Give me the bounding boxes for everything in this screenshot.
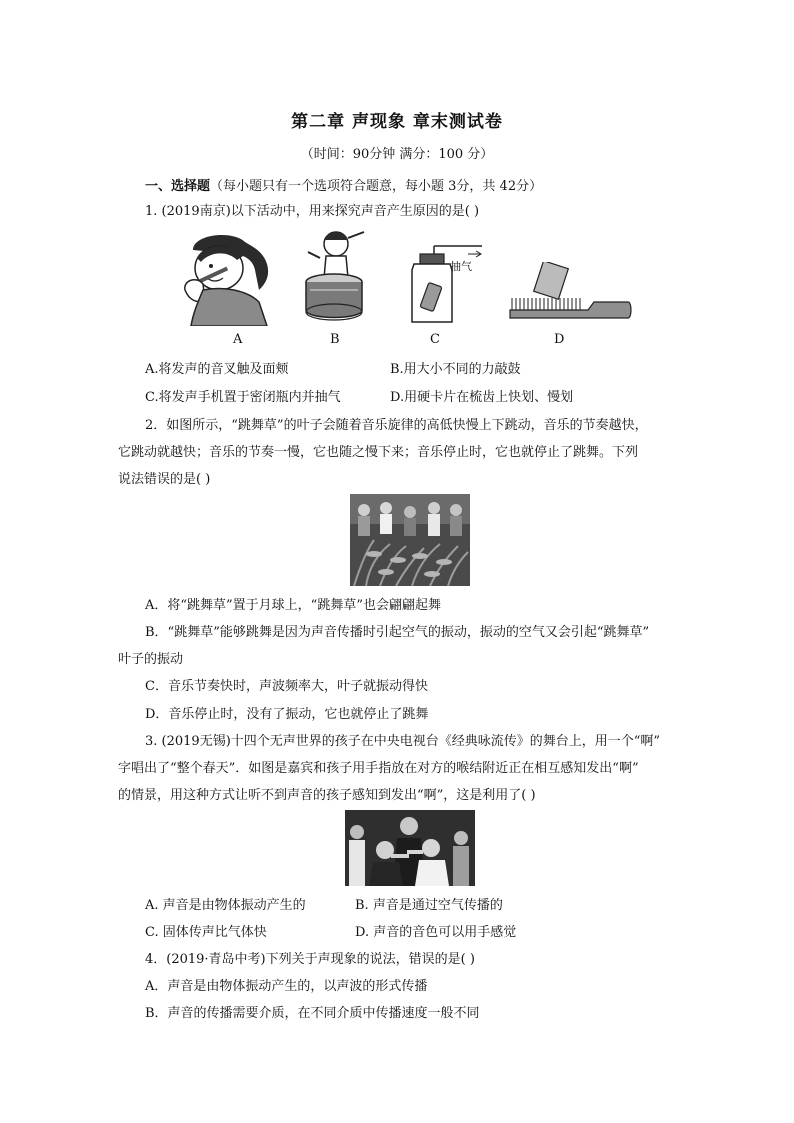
section-heading [145, 177, 542, 197]
q2-option-b: B．“跳舞草”能够跳舞是因为声音传播时引起空气的振动，振动的空气又会引起“跳舞草” [145, 625, 650, 640]
q1-option-c: C.将发声手机置于密闭瓶内并抽气 [145, 390, 341, 405]
q3-option-b: B. 声音是通过空气传播的 [355, 898, 503, 913]
exam-meta: （时间：90分钟 满分：100 分） [300, 147, 494, 162]
q3-stem-line-1: 3. (2019无锡)十四个无声世界的孩子在中央电视台《经典咏流传》的舞台上，用一个“啊” [145, 734, 661, 749]
q2-option-d: D．音乐停止时，没有了振动，它也就停止了跳舞 [145, 707, 429, 722]
q2-option-c: C．音乐节奏快时，声波频率大，叶子就振动得快 [145, 679, 428, 694]
q3-stem-line-2: 字唱出了“整个春天”．如图是嘉宾和孩子用手指放在对方的喉结附近正在相互感知发出“啊” [118, 761, 639, 776]
q1-option-b: B.用大小不同的力敲鼓 [390, 362, 521, 377]
q2-photo [350, 494, 470, 586]
q1-fig-label-b: B [330, 332, 340, 347]
section-note: （每小题只有一个选项符合题意，每小题 3分，共 42分） [210, 179, 543, 194]
q2-option-b-cont: 叶子的振动 [118, 652, 184, 667]
q1-option-a: A.将发声的音叉触及面颊 [145, 362, 289, 377]
q1-stem: 1. (2019南京)以下活动中，用来探究声音产生原因的是( ) [145, 204, 480, 219]
q3-option-a: A. 声音是由物体振动产生的 [145, 898, 306, 913]
q2-stem-line-2: 它跳动就越快；音乐的节奏一慢，它也随之慢下来；音乐停止时，它也就停止了跳舞。下列 [118, 445, 639, 460]
q4-stem: 4．(2019·青岛中考)下列关于声现象的说法，错误的是( ) [145, 952, 475, 967]
q1-figure-a [163, 230, 273, 326]
q3-photo [345, 810, 475, 886]
q1-option-d: D.用硬卡片在梳齿上快划、慢划 [390, 390, 574, 405]
q1-pump-label: 抽气 [450, 260, 472, 273]
section-title: 一、选择题 [145, 179, 211, 194]
q3-stem-line-3: 的情景，用这种方式让听不到声音的孩子感知到发出“啊”，这是利用了( ) [118, 788, 536, 803]
q1-figure-d [508, 262, 633, 324]
q1-fig-label-c: C [430, 332, 440, 347]
q2-stem-line-1: 2．如图所示，“跳舞草”的叶子会随着音乐旋律的高低快慢上下跳动，音乐的节奏越快， [145, 418, 648, 433]
q3-option-c: C. 固体传声比气体快 [145, 925, 267, 940]
q1-fig-label-a: A [233, 332, 243, 347]
q4-option-a: A．声音是由物体振动产生的，以声波的形式传播 [145, 979, 428, 994]
q2-stem-line-3: 说法错误的是( ) [118, 472, 211, 487]
q1-figure-b [298, 228, 376, 324]
page-title: 第二章 声现象 章末测试卷 [291, 112, 503, 132]
q2-option-a: A．将“跳舞草”置于月球上，“跳舞草”也会翩翩起舞 [145, 598, 441, 613]
q1-fig-label-d: D [554, 332, 565, 347]
q3-option-d: D. 声音的音色可以用手感觉 [355, 925, 517, 940]
q1-figure-c [404, 240, 484, 326]
q4-option-b: B．声音的传播需要介质，在不同介质中传播速度一般不同 [145, 1006, 480, 1021]
